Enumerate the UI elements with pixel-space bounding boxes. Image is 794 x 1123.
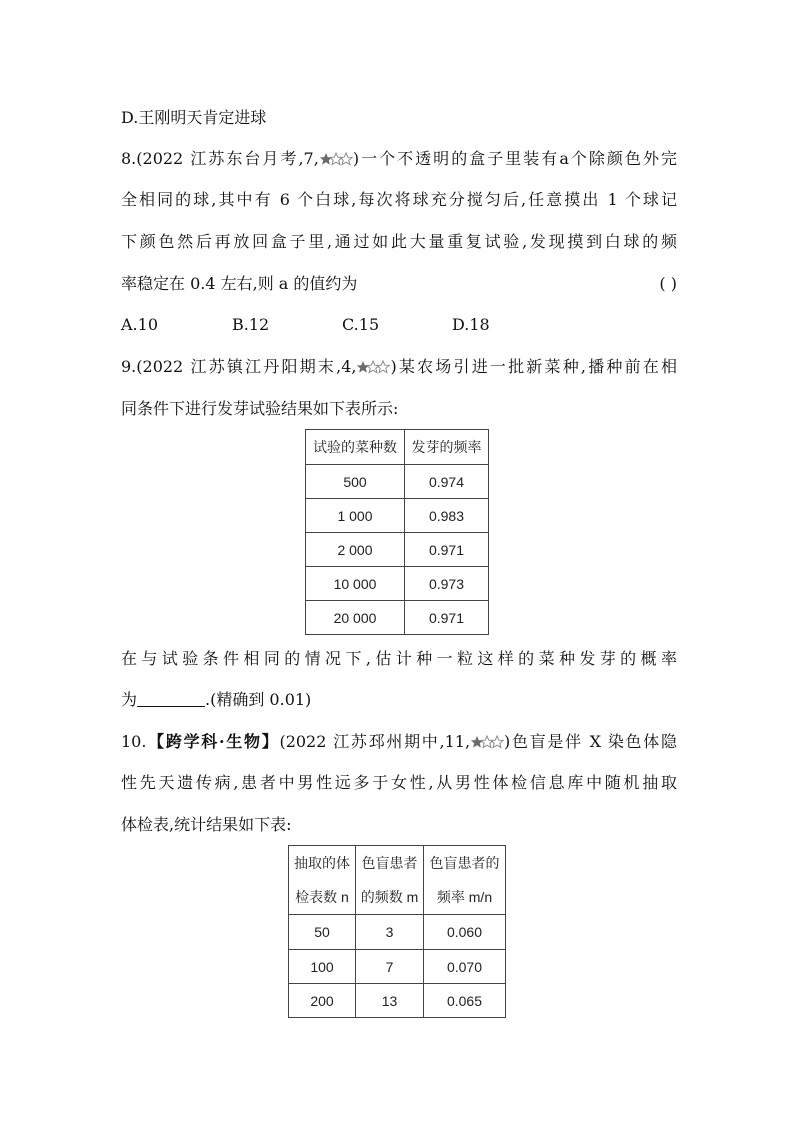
difficulty-stars-icon bbox=[319, 151, 353, 165]
q10-header-line: 的频数 m bbox=[360, 889, 419, 905]
q10-cell: 7 bbox=[356, 950, 424, 984]
q8-option-d: D.18 bbox=[452, 315, 490, 334]
q10-source: (2022 江苏邳州期中,11, bbox=[279, 732, 471, 751]
q8-option-a: A.10 bbox=[121, 315, 158, 334]
q10-tag: 【跨学科·生物】 bbox=[146, 732, 280, 751]
q9-source: 9.(2022 江苏镇江丹阳期末,4, bbox=[121, 357, 357, 376]
q10-header-line: 频率 m/n bbox=[436, 889, 493, 905]
q10-line-2: 性先天遗传病,患者中男性远多于女性,从男性体检信息库中随机抽取 bbox=[121, 773, 677, 792]
table-row bbox=[289, 915, 506, 950]
q9-cell: 0.971 bbox=[405, 533, 489, 567]
q10-table bbox=[288, 845, 506, 1018]
q10-line-3: 体检表,统计结果如下表: bbox=[121, 815, 292, 834]
q9-table bbox=[305, 429, 489, 635]
q9-cell: 0.973 bbox=[405, 567, 489, 601]
q10-header-line: 色盲患者的 bbox=[429, 855, 500, 871]
table-row bbox=[306, 465, 489, 499]
q8-line-1 bbox=[121, 149, 677, 169]
table-row bbox=[289, 950, 506, 984]
q10-cell: 0.065 bbox=[424, 984, 506, 1018]
q9-stem-1: )某农场引进一批新菜种,播种前在相 bbox=[390, 357, 677, 376]
q10-cell: 200 bbox=[289, 984, 356, 1018]
q8-option-c: C.15 bbox=[342, 315, 380, 334]
q10-cell: 50 bbox=[289, 915, 356, 950]
q9-table-header: 发芽的频率 bbox=[405, 430, 489, 465]
difficulty-stars-icon bbox=[470, 734, 504, 748]
q10-number: 10. bbox=[121, 732, 147, 751]
q10-cell: 0.060 bbox=[424, 915, 506, 950]
q7-option-d: D.王刚明天肯定进球 bbox=[121, 108, 267, 127]
q10-line-1 bbox=[121, 732, 677, 752]
q9-cell: 500 bbox=[306, 465, 405, 499]
table-row bbox=[306, 533, 489, 567]
q10-cell: 13 bbox=[356, 984, 424, 1018]
q9-line-1 bbox=[121, 357, 677, 377]
table-row bbox=[306, 601, 489, 635]
q10-cell: 100 bbox=[289, 950, 356, 984]
q9-answer-blank[interactable] bbox=[137, 690, 205, 707]
q10-stem-1: )色盲是伴 X 染色体隐 bbox=[504, 732, 677, 751]
q10-cell: 3 bbox=[356, 915, 424, 950]
q9-cell: 20 000 bbox=[306, 601, 405, 635]
q10-header-line: 色盲患者 bbox=[361, 855, 418, 871]
q8-line-4 bbox=[121, 274, 677, 294]
q9-cell: 0.974 bbox=[405, 465, 489, 499]
table-row bbox=[289, 984, 506, 1018]
q9-cell: 0.983 bbox=[405, 499, 489, 533]
q9-cell: 10 000 bbox=[306, 567, 405, 601]
q8-stem-4: 率稳定在 0.4 左右,则 a 的值约为 bbox=[121, 274, 358, 293]
q10-table-header bbox=[356, 846, 424, 915]
table-row bbox=[306, 499, 489, 533]
q9-cell: 2 000 bbox=[306, 533, 405, 567]
q9-line-4 bbox=[121, 690, 677, 710]
q9-cell: 1 000 bbox=[306, 499, 405, 533]
q10-header-line: 抽取的体 bbox=[294, 855, 350, 871]
q10-table-header bbox=[289, 846, 356, 915]
q9-prefix: 为 bbox=[121, 690, 138, 709]
q9-line-3: 在与试验条件相同的情况下,估计种一粒这样的菜种发芽的概率 bbox=[121, 649, 677, 668]
q8-line-2: 全相同的球,其中有 6 个白球,每次将球充分搅匀后,任意摸出 1 个球记 bbox=[121, 190, 677, 209]
difficulty-stars-icon bbox=[356, 359, 390, 373]
q10-table-header bbox=[424, 846, 506, 915]
q9-table-header: 试验的菜种数 bbox=[306, 430, 405, 465]
table-row bbox=[306, 567, 489, 601]
q9-cell: 0.971 bbox=[405, 601, 489, 635]
q9-line-2: 同条件下进行发芽试验结果如下表所示: bbox=[121, 399, 399, 418]
q8-stem-1: )一个不透明的盒子里装有a个除颜色外完 bbox=[352, 149, 677, 168]
q10-cell: 0.070 bbox=[424, 950, 506, 984]
q8-line-3: 下颜色然后再放回盒子里,通过如此大量重复试验,发现摸到白球的频 bbox=[121, 232, 677, 251]
q8-option-b: B.12 bbox=[232, 315, 270, 334]
q8-answer-bracket: ( ) bbox=[659, 274, 677, 293]
q10-header-line: 检表数 n bbox=[295, 889, 349, 905]
q8-source: 8.(2022 江苏东台月考,7, bbox=[121, 149, 319, 168]
q9-suffix: .(精确到 0.01) bbox=[205, 690, 312, 709]
